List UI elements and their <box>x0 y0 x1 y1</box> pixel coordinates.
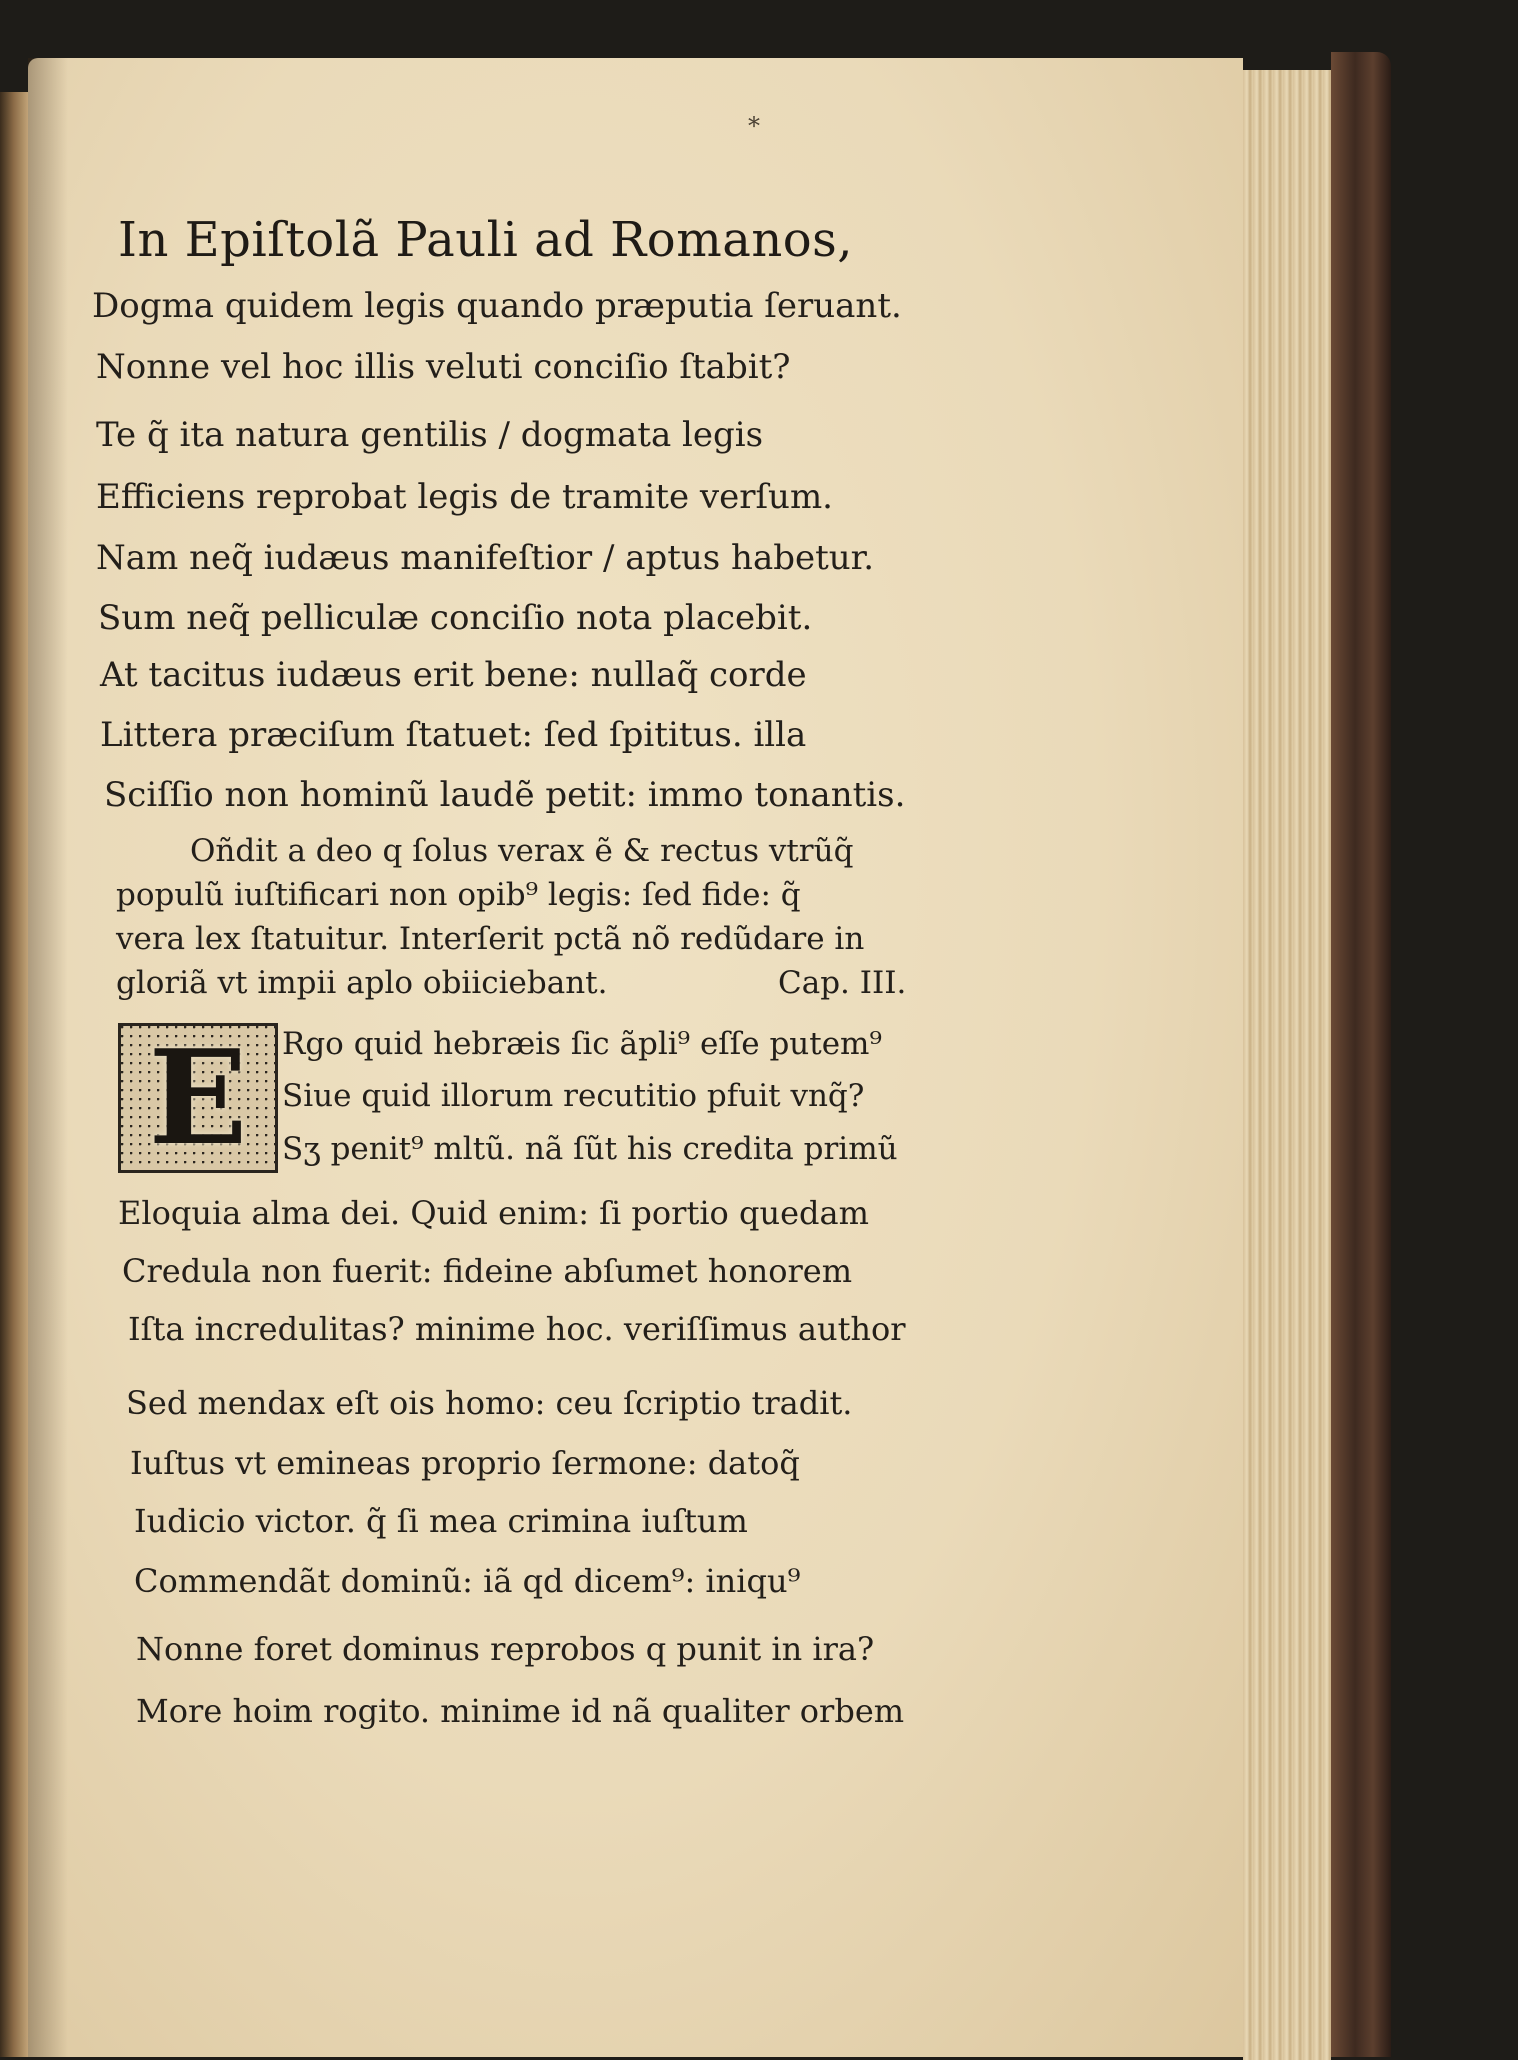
verse-line: Rgo quid hebræis ſic ãpli⁹ eſſe putem⁹ <box>282 1026 882 1062</box>
argument-line: populũ iuſtificari non opib⁹ legis: ſed fide: q̃ <box>116 877 801 913</box>
decorated-initial-letter: E <box>148 1021 248 1174</box>
gutter-shadow <box>28 58 68 2057</box>
verse-line: Sum neq̃ pelliculæ conciſio nota placebit. <box>98 598 813 638</box>
page-edges <box>1243 70 1331 2060</box>
page-title: In Epiſtolã Pauli ad Romanos, <box>118 212 854 268</box>
verse-line: Dogma quidem legis quando præputia ſeruant. <box>92 286 902 326</box>
verse-line: Siue quid illorum recutitio pfuit vnq̃? <box>282 1078 865 1114</box>
verse-line: Eloquia alma dei. Quid enim: ſi portio quedam <box>118 1194 869 1232</box>
verse-line: Sciſſio non hominũ laudẽ petit: immo tonantis. <box>104 775 906 815</box>
argument-line: Oñdit a deo q ſolus verax ẽ & rectus vtrũq̃ <box>190 833 854 869</box>
page-mark: * <box>748 112 760 140</box>
verse-line: Nonne foret dominus reprobos q punit in ira? <box>136 1630 875 1668</box>
argument-line: vera lex ſtatuitur. Interſerit pctã nõ redũdare in <box>116 921 865 957</box>
chapter-label: Cap. III. <box>778 965 907 1001</box>
verse-line: Commendãt dominũ: iã qd dicem⁹: iniqu⁹ <box>134 1562 801 1600</box>
facing-page-edge <box>0 92 30 2057</box>
verse-line: Nam neq̃ iudæus manifeſtior / aptus habetur. <box>96 538 874 578</box>
verse-line: More hoim rogito. minime id nã qualiter orbem <box>136 1692 905 1730</box>
argument-line: gloriã vt impii aplo obiiciebant. <box>116 965 608 1001</box>
verse-line: Credula non fuerit: fideine abſumet honorem <box>122 1252 853 1290</box>
verse-line: Littera præciſum ſtatuet: ſed ſpititus. illa <box>100 715 807 755</box>
verse-line: Iſta incredulitas? minime hoc. veriſſimus author <box>128 1310 906 1348</box>
verse-line: Sʒ penit⁹ mltũ. nã ſũt his credita primũ <box>282 1131 898 1167</box>
book-cover-edge <box>1331 52 1391 2057</box>
verse-line: Efficiens reprobat legis de tramite verſum. <box>96 477 833 517</box>
verse-line: At tacitus iudæus erit bene: nullaq̃ corde <box>100 655 807 695</box>
decorated-initial <box>118 1023 278 1173</box>
verse-line: Sed mendax eſt ois homo: ceu ſcriptio tradit. <box>126 1384 853 1422</box>
verse-line: Te q̃ ita natura gentilis / dogmata legis <box>96 415 764 455</box>
verse-line: Iudicio victor. q̃ ſi mea crimina iuſtum <box>134 1502 748 1540</box>
verse-line: Nonne vel hoc illis veluti conciſio ſtabit? <box>96 347 791 387</box>
verse-line: Iuſtus vt emineas proprio ſermone: datoq̃ <box>130 1444 800 1482</box>
